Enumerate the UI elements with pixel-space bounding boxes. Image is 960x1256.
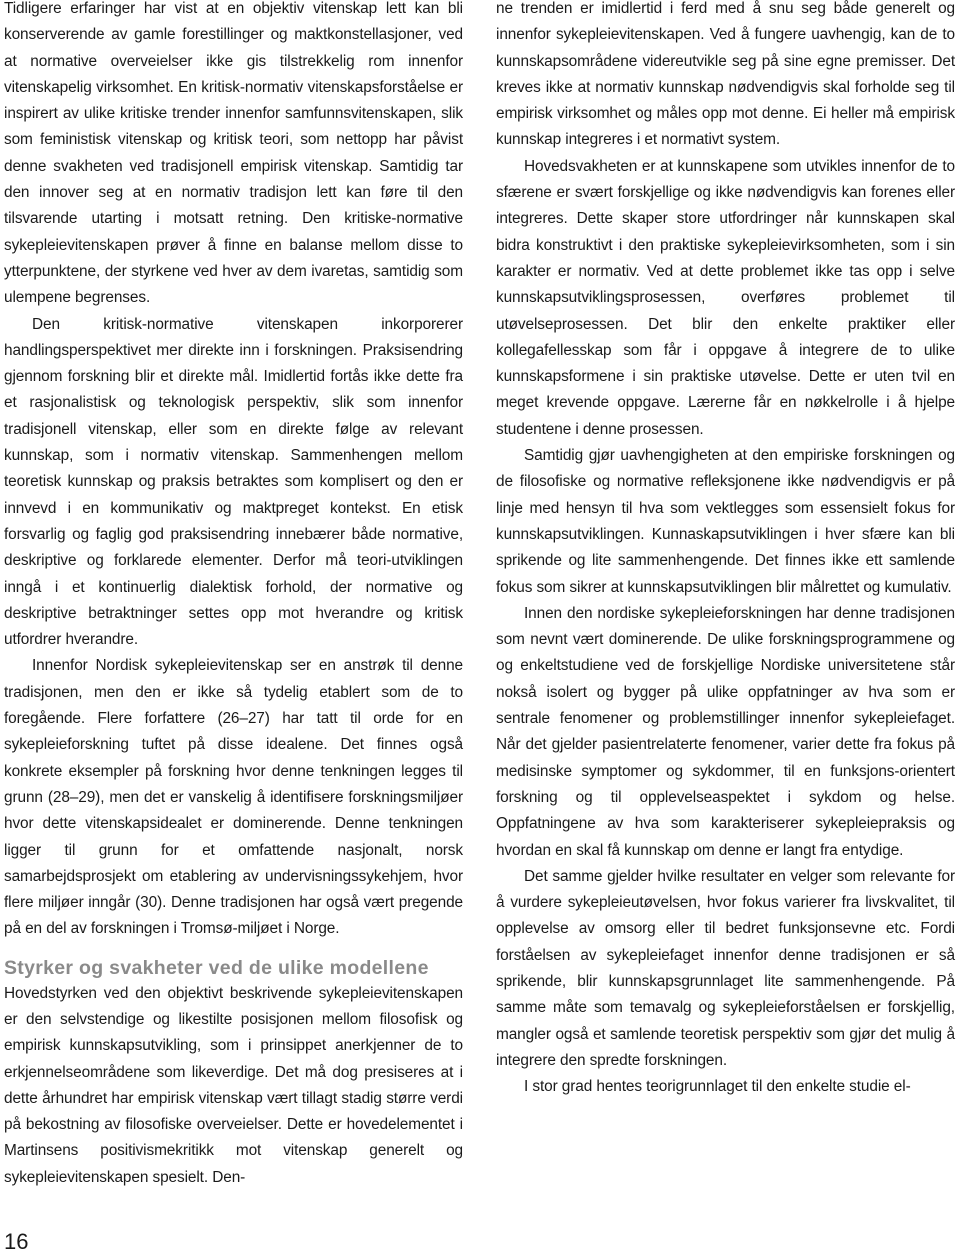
paragraph: Det samme gjelder hvilke resultater en velger som relevante for å vurdere sykepleieutøvelsen, hvor fokus varierer fra livskvalitet, til opplevelse av omsorg eller til bedret funksjonsevne etc. Fordi forståelsen av sykepleiefaget innenfor denne tradisjonen er så sprikende, blir kunnskapsgrunnlaget lite sammenhengende. På samme måte som temavalg og sykepleieforståelsen er forskjellig, mangler også et samlende teoretisk perspektiv som gjør det mulig å integrere den spredte forskningen.: [496, 867, 955, 1069]
paragraph: Tidligere erfaringer har vist at en objektiv vitenskap lett kan bli konserverende av gamle forestillinger og maktkonstellasjoner, ved at normative overveielser ikke gis tilstrekkelig rom innenfor vitenskapelig virksomhet. En kritisk-normativ vitenskapsforståelse er inspirert av ulike kritiske trender innenfor samfunnsvitenskapen, slik som feministisk vitenskap og kritisk teori, som nettopp har påvist denne svakheten ved tradisjonell empirisk vitenskap. Samtidig tar den innover seg at en normativ tradisjon lett kan føre til den tilsvarende utarting i motsatt retning. Den kritiske-normative sykepleievitenskapen prøver å finne en balanse mellom disse to ytterpunktene, der styrkene ved hver av dem ivaretas, samtidig som ulempene begrenses.: [4, 0, 463, 307]
paragraph: Samtidig gjør uavhengigheten at den empiriske forskningen og de filosofiske og normative refleksjonene ikke nødvendigvis er på linje med hensyn til hva som vektlegges som essensielt fokus for kunnskapsutviklingen. Kunnaskapsutviklingen i hver sfære kan bli sprikende og lite sammenhengende. Det finnes ikke ett samlende fokus som sikrer at kunnskapsutviklingen blir målrettet og kumulativ.: [496, 447, 955, 596]
paragraph: I stor grad hentes teorigrunnlaget til den enkelte studie el-: [524, 1078, 911, 1096]
section-heading: Styrker og svakheter ved de ulike modellene: [4, 956, 429, 979]
paragraph: Hovedsvakheten er at kunnskapene som utvikles innenfor de to sfærene er svært forskjellige og ikke nødvendigvis kan forenes eller integreres. Dette skaper store utfordringer når kunnskapen skal bidra konstruktivt i den praktiske sykepleievirksomheten, som i sin karakter er normativ. Ved at dette problemet ikke tas opp i selve kunnskapsutviklingsprosessen, overføres problemet til utøvelseprosessen. Det blir den enkelte praktiker eller kollegafellesskap som får i oppgave å integrere de to ulike kunnskapsformene i sin praktiske utøvelse. Dette er uten tvil en meget krevende oppgave. Lærerne får en nøkkelrolle i å hjelpe studentene i denne prosessen.: [496, 157, 955, 438]
paragraph: ne trenden er imidlertid i ferd med å snu seg både generelt og innenfor sykepleievitenskapen. Ved å fungere uavhengig, kan de to kunnskapsområdene videreutvikle seg på sine egne premisser. Det kreves ikke at normativ kunnskap nødvendigvis skal forholde seg til empirisk virksomhet og måles opp mot denne. Ei heller må empirisk kunnskap integreres i et normativt system.: [496, 0, 955, 149]
paragraph: Innen den nordiske sykepleieforskningen har denne tradisjonen som nevnt vært dominerende. De ulike forskningsprogrammene og og enkeltstudiene ved de forskjellige Nordiske universitetene står nokså isolert og bygger på ulike oppfatninger av hva som er sentrale fenomener og problemstillinger innenfor sykepleiefaget. Når det gjelder pasientrelaterte fenomener, varier dette fra fokus på medisinske symptomer og sykdommer, til en funksjons-orientert forskning og til opplevelseaspektet i sykdom og helse. Oppfatningene av hva som karakteriserer sykepleiepraksis og hvordan en skal få kunnskap om denne er langt fra entydige.: [496, 604, 955, 859]
page-number: 16: [4, 1229, 29, 1254]
paragraph: Innenfor Nordisk sykepleievitenskap ser en anstrøk til denne tradisjonen, men den er ikke så tydelig etablert som de to foregående. Flere forfattere (26–27) har tatt til orde for en sykepleieforskning tuftet på disse idealene. Det finnes også konkrete eksempler på forskning hvor denne tenkningen legges til grunn (28–29), men det er vanskelig å identifisere forskningsmiljøer hvor dette vitenskapsidealet er dominerende. Denne tenkningen ligger til grunn for et omfattende nasjonalt, norsk samarbejdsprosjekt om etablering av undervisningssykehjem, hvor flere miljøer inngår (30). Denne tradisjonen har også vært pregende på en del av forskningen i Tromsø-miljøet i Norge.: [4, 657, 463, 938]
paragraph: Hovedstyrken ved den objektivt beskrivende sykepleievitenskapen er den selvstendige og likestilte posisjonen mellom filosofisk og empirisk kunnskapsutvikling, som i prinsippet anerkjenner de to erkjennelseområdene som likeverdige. Det må dog presiseres at i dette århundret har empirisk vitenskap vært tillagt stadig større verdi på bekostning av filosofiske overveielser. Dette er hovedelementet i Martinsens positivismekritikk mot vitenskap generelt og sykepleievitenskapen spesielt. Den-: [4, 984, 463, 1186]
left-column: [4, 0, 463, 1191]
paragraph: Den kritisk-normative vitenskapen inkorporerer handlingsperspektivet mer direkte inn i forskningen. Praksisendring gjennom forskning blir et direkte mål. Imidlertid fortås ikke dette fra et rasjonalistisk og teknologisk perspektiv, slik som innenfor tradisjonell vitenskap, eller som en direkte følge av relevant kunnskap, som i normativ vitenskap. Sammenhengen mellom teoretisk kunnskap og praksis betraktes som komplisert og den er innvevd i en kommunikativ og maktpreget kontekst. En etisk forsvarlig og faglig god praksisendring innebærer både normative, deskriptive og forklarede elementer. Derfor må teori-utviklingen inngå i et kontinuerlig dialektisk forhold, der normative og deskriptive betraktninger settes opp mot hverandre og kritisk utfordrer hverandre.: [4, 315, 463, 649]
right-column: [496, 0, 955, 1100]
